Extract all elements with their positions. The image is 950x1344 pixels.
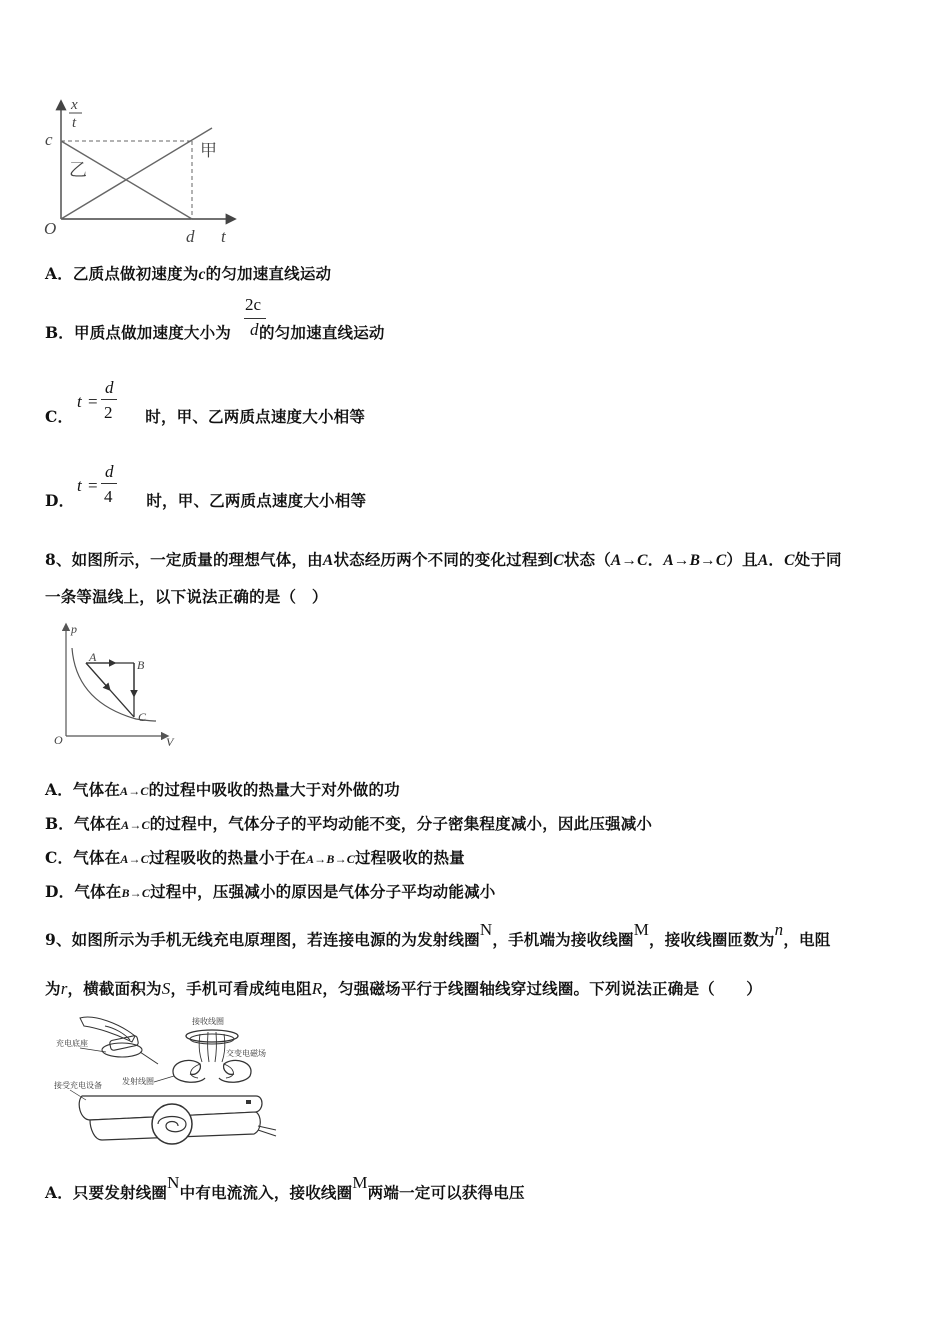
- q9-stem-line1: 9、如图所示为手机无线充电原理图，若连接电源的为发射线圈N，手机端为接收线圈M，接收线圈匝数为n，电阻: [45, 920, 831, 949]
- leader-device: [70, 1090, 86, 1100]
- q8-option-b[interactable]: B．气体在A→C的过程中，气体分子的平均动能不变，分子密集程度减小，因此压强减小: [45, 814, 653, 833]
- field-loops: [191, 1064, 234, 1078]
- q8-stem-line1: 8、如图所示，一定质量的理想气体，由A状态经历两个不同的变化过程到C状态（A→C．A→B→C）且A．C处于同: [45, 550, 842, 569]
- xt-graph: [40, 92, 280, 252]
- q7-d-suffix: 时，甲、乙两质点速度大小相等: [146, 491, 367, 510]
- y-label-den: t: [72, 115, 77, 131]
- jia-label: 甲: [200, 141, 217, 160]
- q7-b-frac-num: 2c: [245, 295, 262, 314]
- q7-c-label: C．: [45, 407, 74, 426]
- q9-stem-line2: 为r，横截面积为S，手机可看成纯电阻R，匀强磁场平行于线圈轴线穿过线圈。下列说法正确是（ ）: [45, 979, 762, 998]
- q7-b-suffix: 的匀加速直线运动: [259, 323, 385, 342]
- q9-option-a[interactable]: A．只要发射线圈N中有电流流入，接收线圈M两端一定可以获得电压: [45, 1173, 525, 1202]
- yi-label: 乙: [69, 160, 87, 180]
- q8-option-d[interactable]: D．气体在B→C过程中，压强减小的原因是气体分子平均动能减小: [45, 882, 496, 901]
- q7-d-eq: =: [88, 476, 98, 495]
- b-label: B: [137, 658, 145, 672]
- q7-option-b[interactable]: [45, 321, 385, 343]
- q7-b-frac-den: d: [250, 320, 259, 339]
- recv-coil-label: 接收线圈: [192, 1017, 224, 1026]
- a-label: A: [89, 650, 97, 664]
- q7-b-frac-bar: [244, 318, 266, 319]
- field-lines: [199, 1032, 225, 1062]
- v-label: V: [166, 735, 174, 749]
- q7-a-var: c: [198, 266, 206, 283]
- t-label: t: [221, 227, 226, 246]
- base-cable: [258, 1130, 276, 1136]
- q8-stem-line2: 一条等温线上，以下说法正确的是（ ）: [45, 587, 328, 606]
- pv-graph: [52, 620, 192, 750]
- q7-c-frac-bar: [101, 399, 117, 400]
- p-label: p: [71, 622, 77, 636]
- q7-c-eq: =: [88, 392, 98, 411]
- q7-d-num: d: [105, 462, 114, 481]
- y-label-num: x: [71, 97, 78, 113]
- base-label: 充电底座: [56, 1039, 88, 1048]
- o-label: O: [54, 733, 63, 747]
- mini-cable: [140, 1052, 158, 1064]
- q7-d-frac-bar: [101, 483, 117, 484]
- c-label: C: [138, 710, 147, 724]
- q7-a-prefix: A．乙质点做初速度为: [45, 264, 199, 283]
- q7-c-t: t: [77, 392, 82, 411]
- d-label: d: [186, 227, 195, 246]
- tx-coil-shape: [173, 1060, 251, 1082]
- tx-coil-label: 发射线圈: [122, 1077, 154, 1086]
- c-label: c: [45, 130, 53, 149]
- q7-d-t: t: [77, 476, 82, 495]
- device-label: 接受充电设备: [54, 1081, 102, 1090]
- q7-c-den: 2: [104, 403, 113, 422]
- indicator-light: [246, 1100, 251, 1104]
- q8-option-c[interactable]: C．气体在A→C过程吸收的热量小于在A→B→C过程吸收的热量: [45, 848, 465, 867]
- q7-b-prefix: B．甲质点做加速度大小为: [45, 323, 232, 342]
- q7-c-suffix: 时，甲、乙两质点速度大小相等: [145, 407, 366, 426]
- ac-field-label: 交变电磁场: [226, 1049, 266, 1058]
- q7-d-label: D．: [45, 491, 75, 510]
- hand-shape: [80, 1017, 135, 1042]
- q7-d-den: 4: [104, 487, 113, 506]
- leader-tx: [154, 1076, 174, 1082]
- wireless-charging-figure: [50, 1012, 280, 1152]
- q7-a-suffix: 的匀加速直线运动: [205, 264, 332, 283]
- q7-c-num: d: [105, 378, 114, 397]
- q8-option-a[interactable]: A．气体在A→C的过程中吸收的热量大于对外做的功: [45, 780, 400, 799]
- origin-label: O: [44, 219, 57, 238]
- a-to-c-arrow: [86, 663, 109, 689]
- base-cable-2: [258, 1126, 276, 1130]
- q7-option-a[interactable]: [45, 262, 331, 284]
